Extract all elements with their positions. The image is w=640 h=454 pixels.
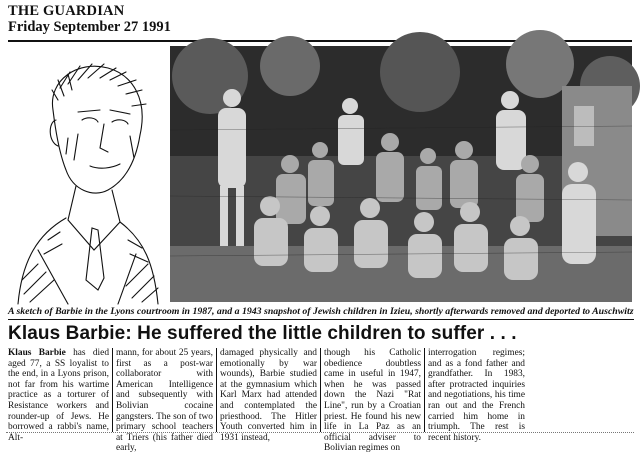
photo-caption: A sketch of Barbie in the Lyons courtroom in 1987, and a 1943 snapshot of Jewish children in Izieu, shortly afterwards removed and deported to Auschwitz: [8, 306, 634, 317]
masthead-paper-name: THE GUARDIAN: [8, 3, 125, 19]
article-column-text: though his Catholic obedience doubtless came in useful in 1947, when he was passed down the Nazi "Rat Line", run by a Croatian priest. He found his new life in La Paz as an official adviser to Bolivian regimes on: [324, 348, 421, 454]
article-column-text: interrogation regimes; and as a fond father and grandfather. In 1983, after protracted inquiries and negotiations, his time ran out and the French carried him home in triumph. The rest is recent history.: [428, 348, 525, 443]
article-column-text: mann, for about 25 years, first as a post-war collaborator with American Intelligence and subsequently with Bolivian cocaine gangsters. The son of two primary school teachers at Triers (his father died early,: [116, 348, 213, 454]
article-lead: Klaus Barbie: [8, 348, 66, 358]
children-photograph: [170, 46, 632, 302]
photo-scene: [170, 46, 632, 302]
masthead-date: Friday September 27 1991: [8, 19, 171, 35]
article-column-text: has died aged 77, a SS loyalist to the end, in a Lyons prison, not far from his wartime practice as a torturer of Resistance workers and rounder-up of Jews. He borrowed a rabbi's name, Alt-: [8, 348, 110, 443]
courtroom-sketch-image: [8, 50, 162, 304]
article-column-5: [424, 348, 528, 443]
article-column-3: [216, 348, 320, 443]
article-column-2: [112, 348, 216, 454]
sketch-drawing: [8, 50, 162, 304]
clipping-bottom-edge: [6, 432, 634, 433]
article-column-1: [8, 348, 112, 443]
article-column-text: damaged physically and emotionally by war wounds), Barbie studied at the gymnasium which Karl Marx had attended and contemplated the priesthood. The Hitler Youth converted him in 1931 instead,: [220, 348, 317, 443]
caption-rule: [8, 319, 634, 320]
article-body: [8, 348, 634, 454]
article-headline: Klaus Barbie: He suffered the little children to suffer . . .: [8, 323, 517, 344]
article-column-4: [320, 348, 424, 454]
